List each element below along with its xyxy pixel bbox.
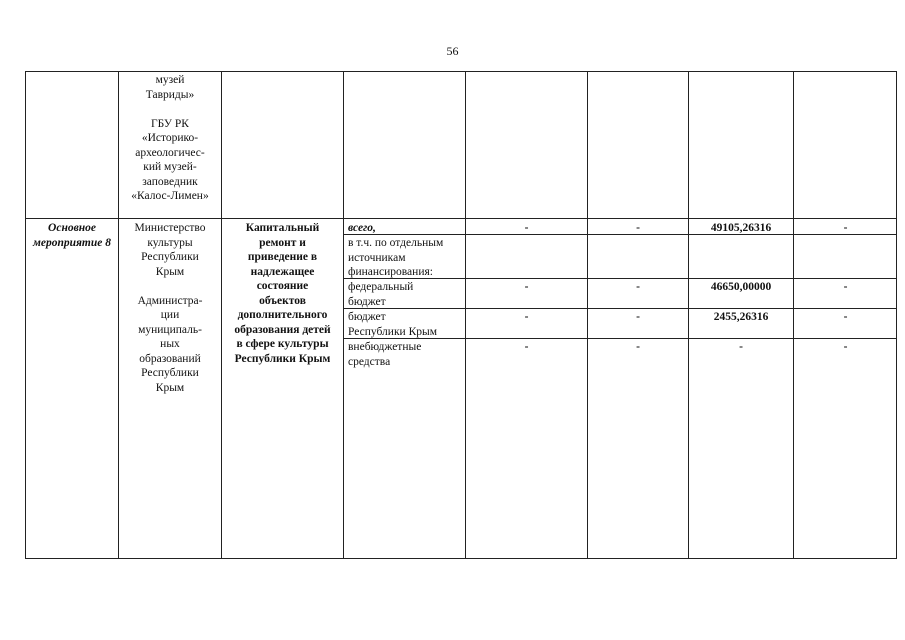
measure-label: Основное мероприятие 8 [32,222,112,249]
source-breakdown-label: в т.ч. по отдельным источникам финансирования: [348,237,444,278]
value-cell: - [739,341,743,353]
measure-executors: Министерство культуры Республики Крым Администра- ции муниципаль- ных образований Республики Крым [134,222,206,394]
source-total-label: всего, [348,222,376,234]
value-cell: - [636,341,640,353]
value-cell: 49105,26316 [710,222,772,234]
value-cell: - [843,222,848,234]
value-cell: - [843,281,848,293]
column-divider [343,71,344,559]
value-cell: - [524,341,529,353]
value-cell: 46650,00000 [710,281,772,293]
page-number: 56 [446,44,459,58]
source-republic-label: бюджет Республики Крым [348,311,437,338]
source-extrabudgetary-label: внебюджетные средства [348,341,422,368]
value-cell: - [843,341,848,353]
top-row-executors: музей Тавриды» ГБУ РК «Историко- археологичес- кий музей- заповедник «Калос-Лимен» [131,74,209,202]
value-cell: - [524,281,529,293]
value-cell: - [524,222,529,234]
measure-name: Капитальный ремонт и приведение в надлежащее состояние объектов дополнительного образования детей в сфере культуры Республики Крым [234,222,331,365]
value-cell: 2455,26316 [713,311,769,323]
value-cell: - [636,281,640,293]
value-cell: - [636,311,640,323]
source-federal-label: федеральный бюджет [348,281,414,308]
value-cell: - [636,222,640,234]
value-cell: - [524,311,529,323]
row-divider [25,218,897,219]
value-cell: - [843,311,848,323]
